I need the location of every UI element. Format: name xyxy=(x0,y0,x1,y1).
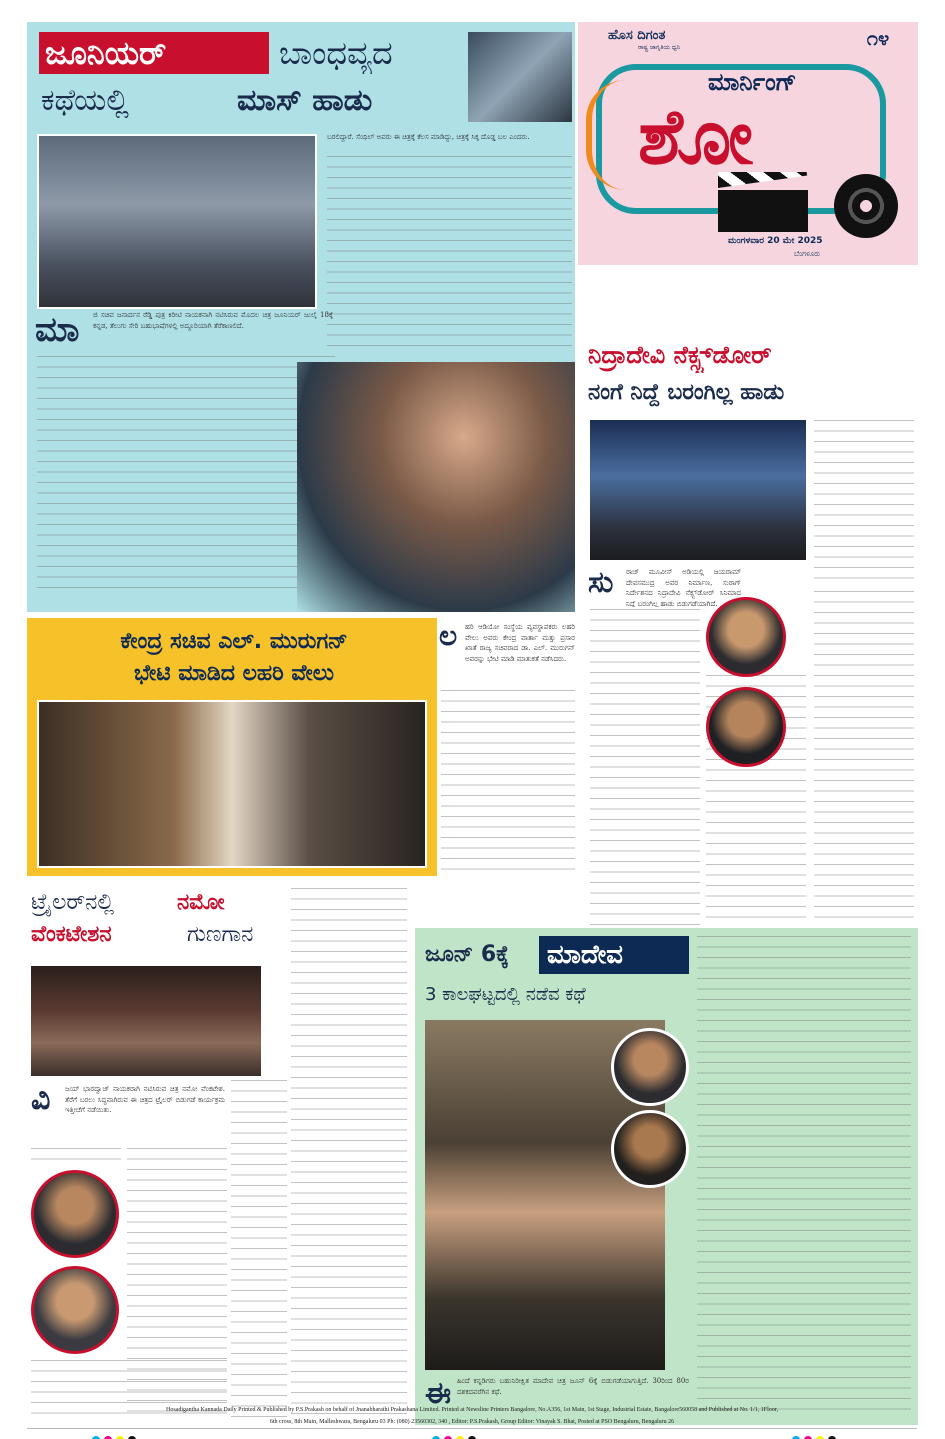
dropcap: ಲ xyxy=(439,619,458,652)
headline-red-word: ಜೂನಿಯರ್ xyxy=(45,34,167,72)
text-column-left xyxy=(590,609,700,925)
article3-lead: ಹರಿ ಆಡಿಯೋ ಸಂಸ್ಥೆಯ ವ್ಯವಸ್ಥಾಪಕರು ಲಹರಿ ವೇಲು ಅವರು ಕೇಂದ್ರ ವಾರ್ತಾ ಮತ್ತು ಪ್ರಸಾರ ಖಾತೆ ರಾಜ್ಯ ಸಚಿವರಾದ ಡಾ. ಎಲ್. ಮುರುಗನ್ ಅವರನ್ನು ಭೇಟಿ ಮಾಡಿ ಮಾತುಕತೆ ನಡೆಸಿದರು. xyxy=(465,623,575,663)
headline-line2-a: ವೆಂಕಟೇಶನ xyxy=(31,922,112,947)
registration-marks-right xyxy=(790,1429,860,1439)
text-column-left xyxy=(37,356,335,592)
heroine-portrait xyxy=(31,1266,119,1354)
section-title-main: ಶೋ xyxy=(638,92,754,181)
producer-portrait xyxy=(611,1110,689,1188)
headline-line2: ಕಥೆಯಲ್ಲಿ xyxy=(41,83,129,118)
meeting-photo xyxy=(37,700,427,868)
article-lahari-velu xyxy=(27,618,437,876)
article4-lead: ಜಯ್ ಭಾರದ್ವಾಜ್ ನಾಯಕರಾಗಿ ನಟಿಸಿರುವ ಚಿತ್ರ ನಮೋ ವೆಂಕಟೇಶ. ತೆರೆಗೆ ಬರಲು ಸಿದ್ಧವಾಗಿರುವ ಈ ಚಿತ್ರದ ಟ್ರೈಲರ್ ಬಿಡುಗಡೆ ಕಾರ್ಯಕ್ರಮ ಇತ್ತೀಚೆಗೆ ನಡೆಯಿತು. xyxy=(65,1085,225,1114)
masthead xyxy=(578,22,918,265)
article5-lead: ಹಿಂದೆ ಕನ್ನಡಿಗರು ಬಹುನಿರೀಕ್ಷಿತ ಮಾದೇವ ಚಿತ್ರ ಜೂನ್ 6ಕ್ಕೆ ಬಿಡುಗಡೆಯಾಗುತ್ತಿದೆ. 30ರಿಂದ 80ರ ದಶಕದವರೆಗಿನ ಕಥೆ. xyxy=(457,1377,689,1396)
footer-imprint-2: 6th cross, 8th Main, Malleshwara, Bengaluru 03 Ph: (080) 23560302, 340 , Editor: P.S.Prakash, Group Editor: Vinayak S. Bhat, Posted at PSO Bengaluru, Bengaluru 26 xyxy=(269,1419,675,1425)
launch-photo xyxy=(590,420,806,560)
text-column xyxy=(441,690,575,874)
text-column-center xyxy=(231,1080,287,1418)
event-photo-inset xyxy=(468,32,572,122)
page-number: ೧೪ xyxy=(866,26,890,50)
section-title-top: ಮಾರ್ನಿಂಗ್ xyxy=(708,68,797,96)
group-photo xyxy=(37,134,317,309)
headline-line2: ಭೇಟಿ ಮಾಡಿದ ಲಹರಿ ವೇಲು xyxy=(133,661,335,686)
registration-marks-center xyxy=(430,1429,500,1439)
dropcap: ಸು xyxy=(588,565,614,600)
text-column-right xyxy=(327,135,572,355)
article-junior xyxy=(27,22,575,612)
trailer-launch-photo xyxy=(31,966,261,1076)
headline-line1-a: ಟ್ರೈಲರ್‌ನಲ್ಲಿ xyxy=(31,890,115,915)
dropcap: ವಿ xyxy=(31,1082,51,1117)
article-namo-venkatesha xyxy=(27,880,412,1425)
dropcap: ಈ xyxy=(425,1376,452,1411)
article-lahari-velu-text xyxy=(437,618,577,876)
actor-portrait xyxy=(706,687,786,767)
text-column-right xyxy=(697,936,911,1418)
article2-lead: ರಾಜ್ ಮೂವೀಸ್ ಅಡಿಯಲ್ಲಿ ಜಯರಾಮ್ ದೇವಸಮುದ್ರ ಅವರ ನಿರ್ಮಾಣ, ಸುರಾಗ್ ನಿರ್ದೇಶನದ ನಿದ್ರಾದೇವಿ ನೆಕ್ಸ್ಟ್‌ಡೋರ್ ಸಿನಿಮಾದ ನಿದ್ದೆ ಬರಂಗಿಲ್ಲ ಹಾಡು ಬಿಡುಗಡೆಯಾಗಿದೆ. xyxy=(626,568,741,607)
headline-line1-a: ಜೂನ್ 6ಕ್ಕೆ xyxy=(425,942,510,967)
headline-line2: 3 ಕಾಲಘಟ್ಟದಲ್ಲಿ ನಡೆವ ಕಥೆ xyxy=(425,984,586,1005)
headline-line1: ಕೇಂದ್ರ ಸಚಿವ ಎಲ್. ಮುರುಗನ್ xyxy=(120,629,348,654)
headline-line1-b: ಮಾದೇವ xyxy=(547,940,623,970)
text-column-left xyxy=(31,1148,121,1166)
text-column-right2 xyxy=(814,591,914,925)
headline-rest: ಬಾಂಧವ್ಯದ xyxy=(279,34,393,72)
article-madeva xyxy=(415,928,918,1425)
headline-line1: ನಿದ್ರಾದೇವಿ ನೆಕ್ಸ್ಟ್‌ಡೋರ್ xyxy=(588,341,772,369)
text-column-right xyxy=(814,420,914,585)
headline-line2-b: ಗುಣಗಾನ xyxy=(187,922,254,947)
footer-imprint-1: Hosadigantha Kannada Daily Printed & Published by P.S.Prakash on behalf of Jnanabharathi Prakashana Limited. Printed at Newsline Printers Bangalore, No.A356, 1st Main, 1st Stage, Industrial Estate, Bangalore560058 and Published at No. 1/1, 1Floor, xyxy=(166,1407,778,1413)
article1-col2: ಬರಲಿದ್ದಾರೆ. ಸೆಂಥಿಲ್ ಅವರು ಈ ಚಿತ್ರಕ್ಕೆ ಕೆಲಸ ಮಾಡಿದ್ದು, ಚಿತ್ರಕ್ಕೆ ಸಿಕ್ಕ ದೊಡ್ಡ ಬಲ ಎಂದರು. xyxy=(327,132,572,154)
paper-tagline: ರಾಷ್ಟ್ರ ಜಾಗೃತಿಯ ಧ್ವನಿ xyxy=(638,44,681,51)
hero-portrait xyxy=(31,1170,119,1258)
film-reel-icon xyxy=(834,174,898,238)
text-column-right xyxy=(291,888,407,1418)
headline-line2: ನಂಗೆ ನಿದ್ದೆ ಬರಂಗಿಲ್ಲ ಹಾಡು xyxy=(588,380,785,405)
registration-marks-left xyxy=(90,1429,160,1439)
couple-photo xyxy=(297,362,575,612)
article1-lead: ಜಿ ಸಚಿವ ಜನಾರ್ದನ ರೆಡ್ಡಿ ಪುತ್ರ ಕಿರೀಟಿ ನಾಯಕನಾಗಿ ನಟಿಸಿರುವ ಮೊದಲ ಚಿತ್ರ ಜೂನಿಯರ್ ಜುಲೈ 18ಕ್ಕೆ ಕನ್ನಡ, ತೆಲುಗು ಸೇರಿ ಬಹುಭಾಷೆಗಳಲ್ಲಿ ಅದ್ದೂರಿಯಾಗಿ ತೆರೆಕಾಣಲಿದೆ. xyxy=(93,311,333,330)
issue-date: ಮಂಗಳವಾರ 20 ಮೇ 2025 xyxy=(728,236,823,246)
paper-logo: ಹೊಸ ದಿಗಂತ xyxy=(608,28,666,43)
director-portrait xyxy=(611,1028,689,1106)
headline-line1-b: ನಮೋ xyxy=(177,890,225,915)
issue-city: ಬೆಂಗಳೂರು xyxy=(794,250,821,258)
director-portrait xyxy=(706,597,786,677)
clapboard-icon xyxy=(718,172,808,232)
frame-orange xyxy=(586,80,626,190)
article-nidradevi xyxy=(578,335,918,925)
headline-bold: ಮಾಸ್ ಹಾಡು xyxy=(237,83,373,118)
dropcap: ಮಾ xyxy=(35,310,80,350)
